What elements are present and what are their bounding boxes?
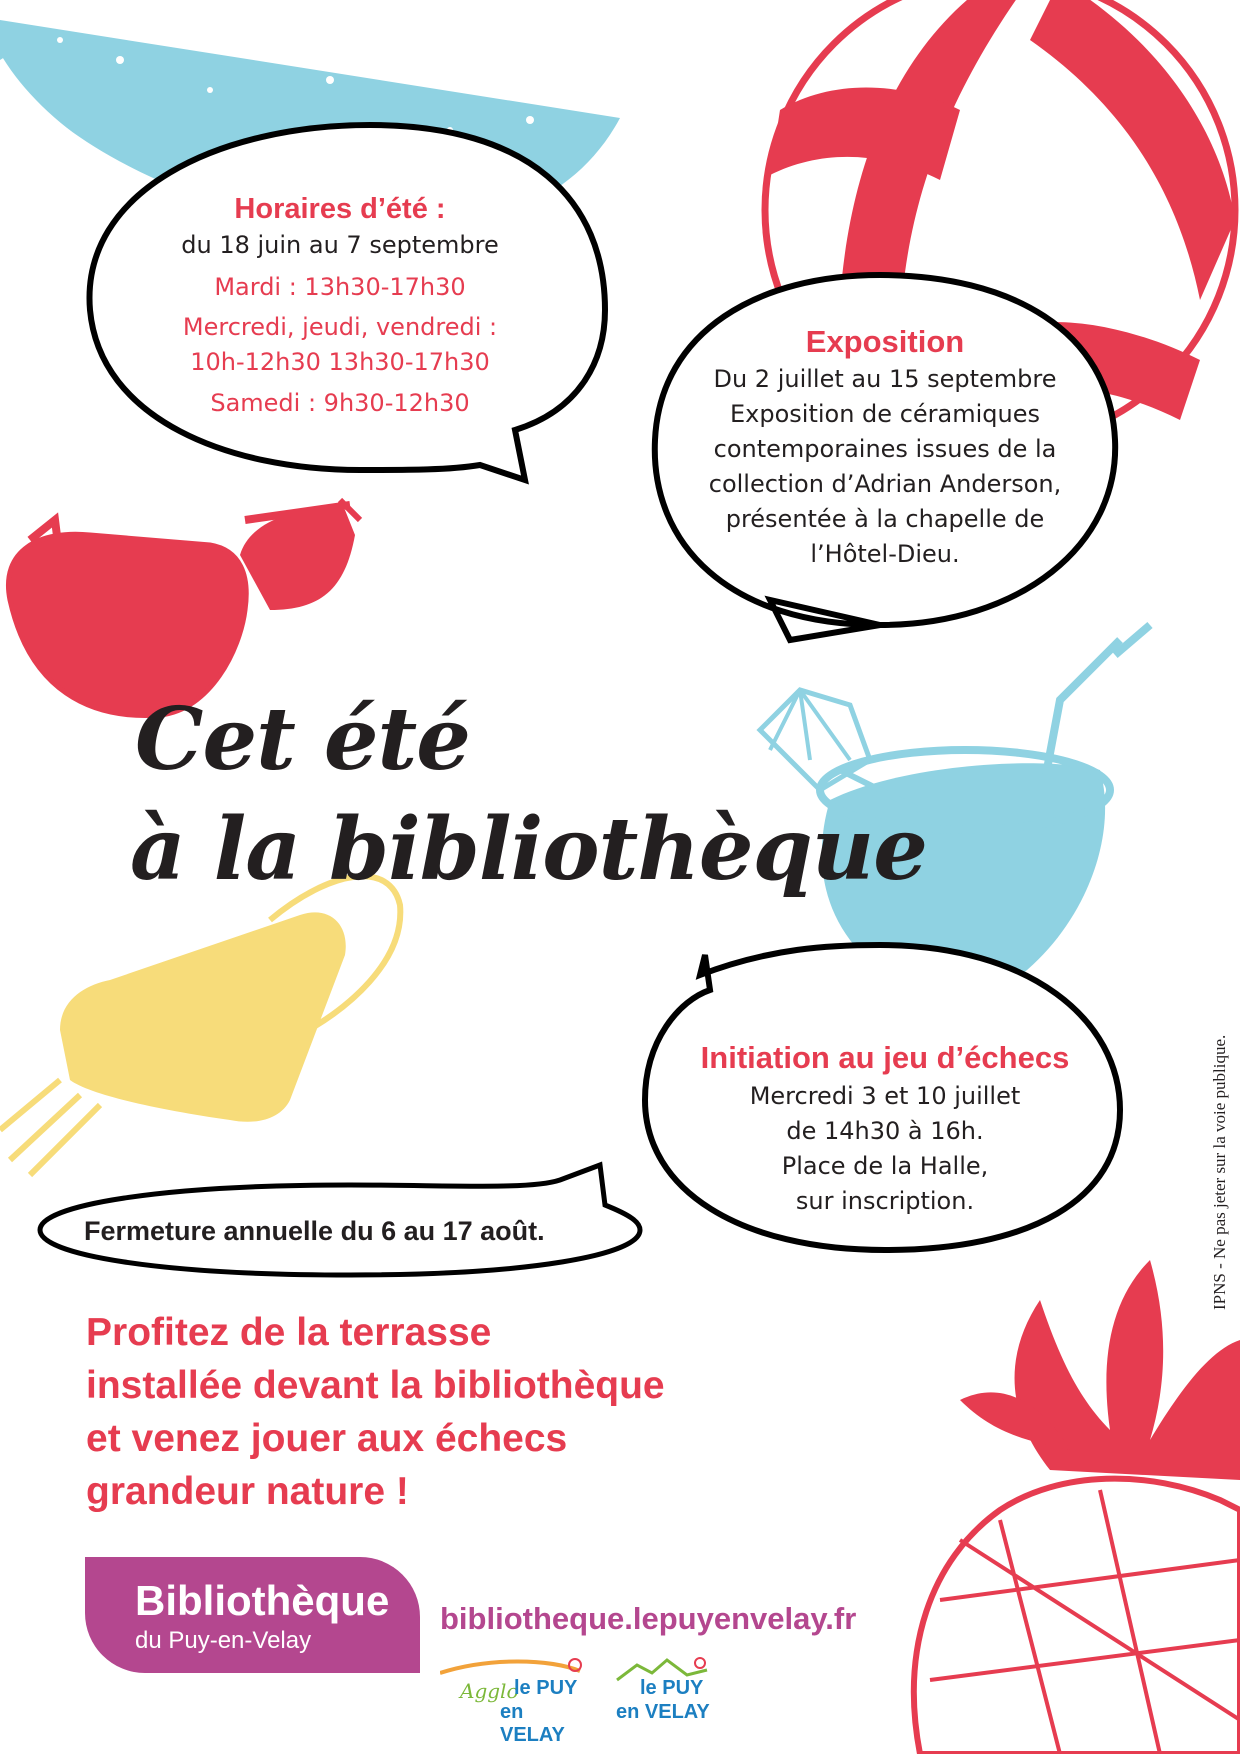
horaires-midweek-hours: 10h-12h30 13h30-17h30	[190, 348, 490, 376]
promo-block	[86, 1306, 665, 1518]
exposition-line: collection d’Adrian Anderson,	[708, 470, 1062, 498]
agglo-prefix: Agglo	[460, 1679, 519, 1703]
echecs-title: Initiation au jeu d’échecs	[700, 1040, 1070, 1075]
library-logo	[85, 1557, 420, 1673]
exposition-line: l’Hôtel-Dieu.	[810, 540, 960, 568]
agglo-line2: en VELAY	[500, 1701, 565, 1746]
horaires-tuesday: Mardi : 13h30-17h30	[214, 273, 466, 301]
library-logo-subtitle: du Puy-en-Velay	[135, 1627, 312, 1654]
exposition-line: présentée à la chapelle de	[725, 505, 1045, 533]
echecs-line: sur inscription.	[795, 1187, 975, 1215]
horaires-block	[120, 190, 560, 420]
promo-line: Profitez de la terrasse	[86, 1311, 492, 1354]
pineapple-icon	[914, 1260, 1240, 1754]
promo-line: et venez jouer aux échecs	[86, 1417, 568, 1460]
exposition-line: contemporaines issues de la	[713, 435, 1057, 463]
agglo-line1: le PUY	[514, 1677, 578, 1699]
sunglasses-icon	[8, 500, 360, 716]
promo-line: installée devant la bibliothèque	[86, 1364, 665, 1407]
promo-line: grandeur nature !	[86, 1470, 409, 1513]
horaires-saturday: Samedi : 9h30-12h30	[210, 389, 470, 417]
headline-line1: Cet été	[135, 689, 470, 790]
exposition-line: Du 2 juillet au 15 septembre	[713, 365, 1057, 393]
ice-pop-icon	[0, 876, 400, 1175]
ville-line2: en VELAY	[616, 1701, 710, 1723]
headline-line2: à la bibliothèque	[130, 799, 927, 900]
exposition-block	[675, 322, 1095, 572]
echecs-line: Place de la Halle,	[781, 1152, 989, 1180]
fermeture-text: Fermeture annuelle du 6 au 17 août.	[84, 1216, 545, 1246]
echecs-line: Mercredi 3 et 10 juillet	[749, 1082, 1021, 1110]
horaires-title: Horaires d’été :	[234, 193, 446, 225]
ville-logo	[612, 1655, 722, 1735]
echecs-line: de 14h30 à 16h.	[786, 1117, 984, 1145]
exposition-line: Exposition de céramiques	[730, 400, 1040, 428]
exposition-title: Exposition	[805, 324, 965, 359]
legal-notice: IPNS - Ne pas jeter sur la voie publique.	[1210, 1034, 1229, 1310]
horaires-period: du 18 juin au 7 septembre	[181, 231, 499, 259]
agglo-logo	[440, 1655, 590, 1746]
library-logo-name: Bibliothèque	[135, 1577, 390, 1624]
horaires-midweek-days: Mercredi, jeudi, vendredi :	[182, 313, 498, 341]
echecs-block	[660, 1037, 1110, 1219]
website-link[interactable]: bibliotheque.lepuyenvelay.fr	[440, 1601, 857, 1636]
ville-line1: le PUY	[640, 1677, 704, 1699]
